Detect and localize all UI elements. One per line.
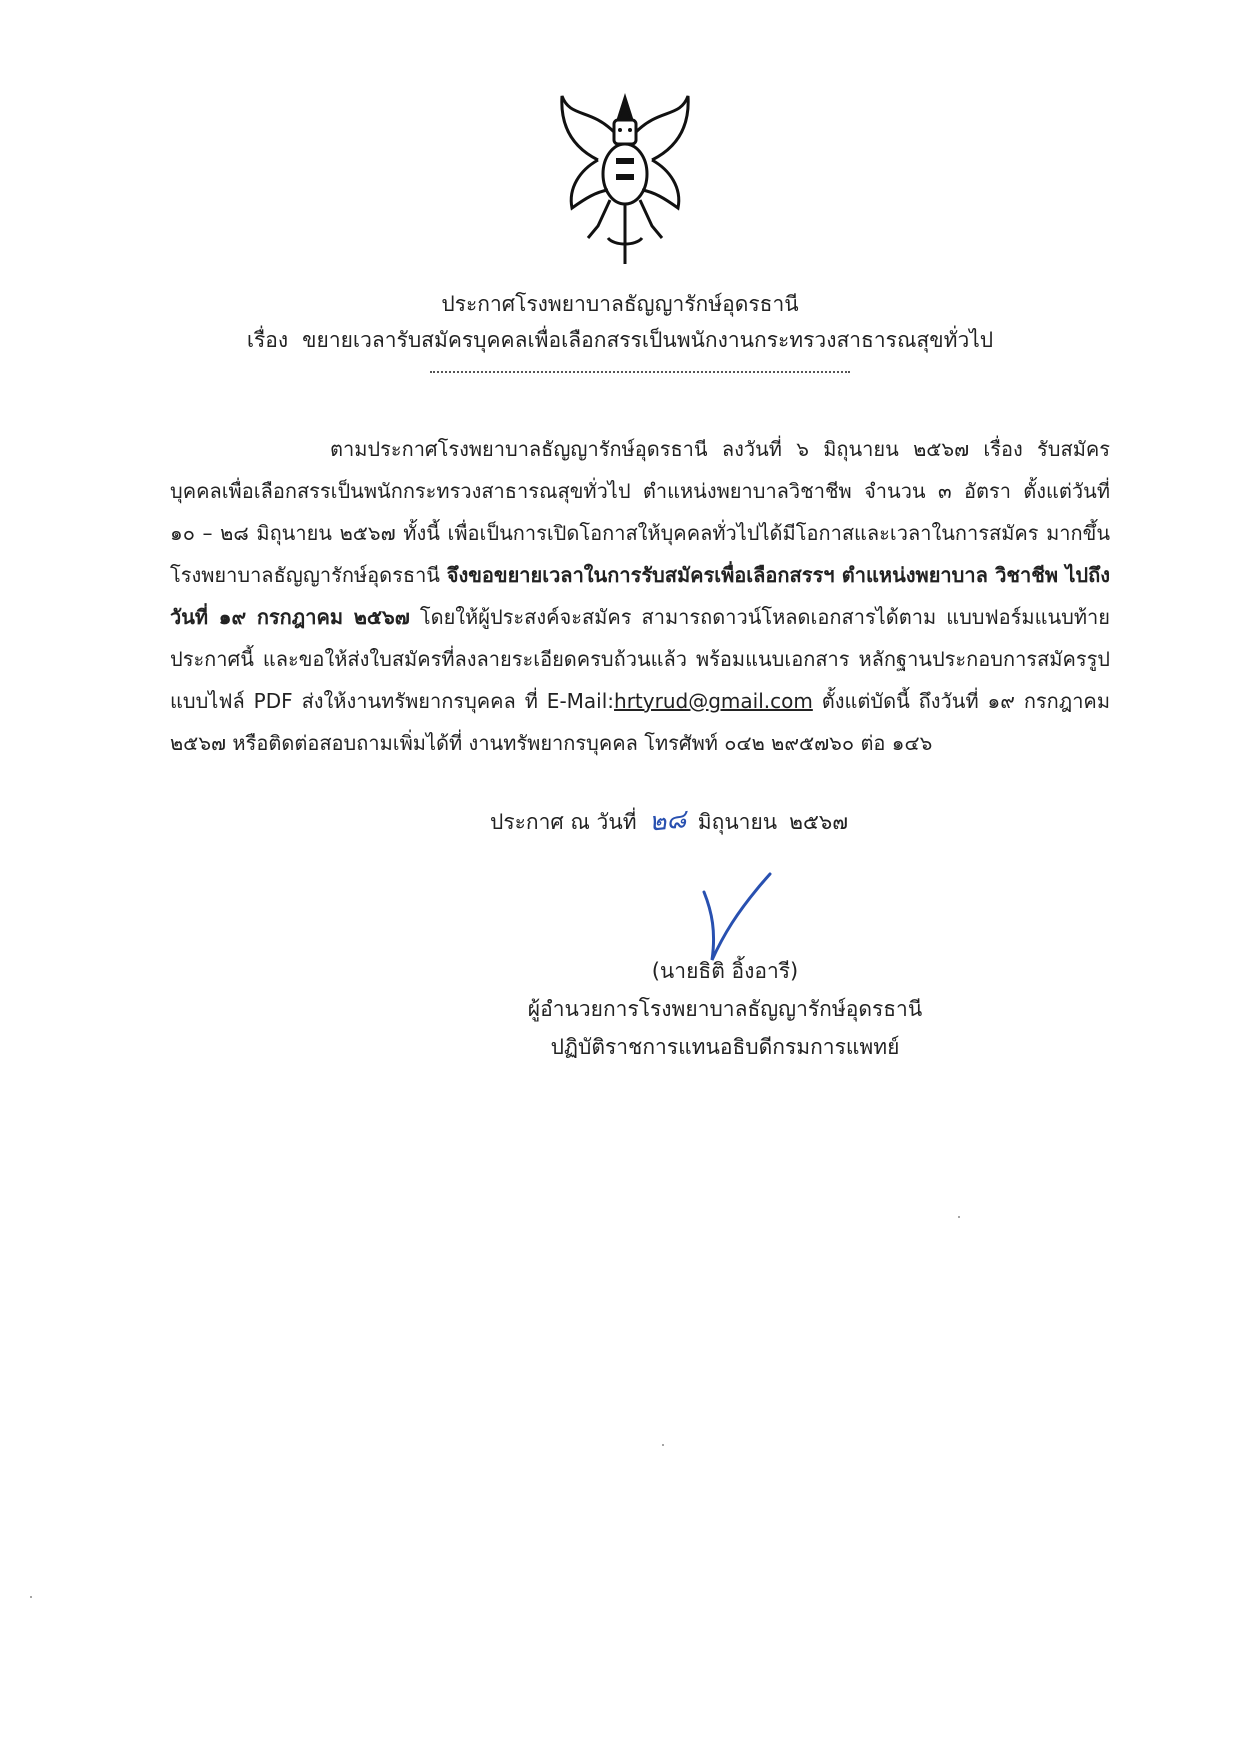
date-year: ๒๕๖๗ bbox=[789, 810, 848, 834]
garuda-emblem bbox=[550, 88, 700, 268]
announcement-subject bbox=[0, 324, 1240, 357]
body-paragraph-2: โดยให้ผู้ประสงค์จะสมัคร สามารถดาวน์โหลดเอกสารได้ตาม แบบฟอร์มแนบท้ายประกาศนี้ และขอให้ส่งใบสมัครที่ลงลายระเอียดครบถ้วนแล้ว พร้อมแนบเอกสาร หลักฐานประกอบการสมัครรูปแบบไฟล์ PDF ส่งให้งานทรัพยากรบุคคล ที่ E-Mail: bbox=[170, 605, 1110, 713]
body-paragraph-3: ตั้งแต่บัดนี้ ถึงวันที่ ๑๙ กรกฎาคม ๒๕๖๗ หรือติดต่อสอบถามเพิ่มได้ที่ งานทรัพยากรบุคคล โทรศัพท์ ๐๔๒ ๒๙๕๗๖๐ ต่อ ๑๔๖ bbox=[170, 689, 1110, 755]
announcement-body bbox=[170, 428, 1110, 764]
signatory-name: (นายธิติ อิ้งอารี) bbox=[651, 959, 799, 983]
subject-text: ขยายเวลารับสมัครบุคคลเพื่อเลือกสรรเป็นพนักงานกระทรวงสาธารณสุขทั่วไป bbox=[302, 328, 994, 352]
date-prefix: ประกาศ ณ วันที่ bbox=[490, 810, 637, 834]
signatory-position: ผู้อำนวยการโรงพยาบาลธัญญารักษ์อุดรธานี bbox=[527, 997, 923, 1021]
signatory-block bbox=[490, 952, 960, 1066]
subject-label: เรื่อง bbox=[246, 328, 289, 352]
scan-speck bbox=[958, 1216, 960, 1218]
title-separator bbox=[430, 371, 850, 373]
body-emphasis: จึงขอขยายเวลาในการรับสมัครเพื่อเลือกสรรฯ ตำแหน่งพยาบาล วิชาชีพ ไปถึงวันที่ ๑๙ กรกฎาคม ๒๕๖๗ bbox=[170, 563, 1110, 629]
scan-speck bbox=[30, 1596, 32, 1598]
announcement-title: ประกาศโรงพยาบาลธัญญารักษ์อุดรธานี bbox=[441, 292, 799, 316]
scan-speck bbox=[662, 1444, 664, 1446]
signatory-acting: ปฏิบัติราชการแทนอธิบดีกรมการแพทย์ bbox=[550, 1035, 900, 1059]
body-paragraph-1: ตามประกาศโรงพยาบาลธัญญารักษ์อุดรธานี ลงวันที่ ๖ มิถุนายน ๒๕๖๗ เรื่อง รับสมัคร บุคคลเพื่อเลือกสรรเป็นพนักกระทรวงสาธารณสุขทั่วไป ตำแหน่งพยาบาลวิชาชีพ จำนวน ๓ อัตรา ตั้งแต่วันที่ ๑๐ – ๒๘ มิถุนายน ๒๕๖๗ ทั้งนี้ เพื่อเป็นการเปิดโอกาสให้บุคคลทั่วไปได้มีโอกาสและเวลาในการสมัคร มากขึ้น โรงพยาบาลธัญญารักษ์อุดรธานี bbox=[170, 437, 1110, 587]
announcement-date bbox=[490, 800, 848, 841]
email-link[interactable]: hrtyrud@gmail.com bbox=[614, 689, 813, 713]
date-month: มิถุนายน bbox=[697, 810, 778, 834]
date-day-handwritten: ๒๘ bbox=[647, 804, 688, 838]
